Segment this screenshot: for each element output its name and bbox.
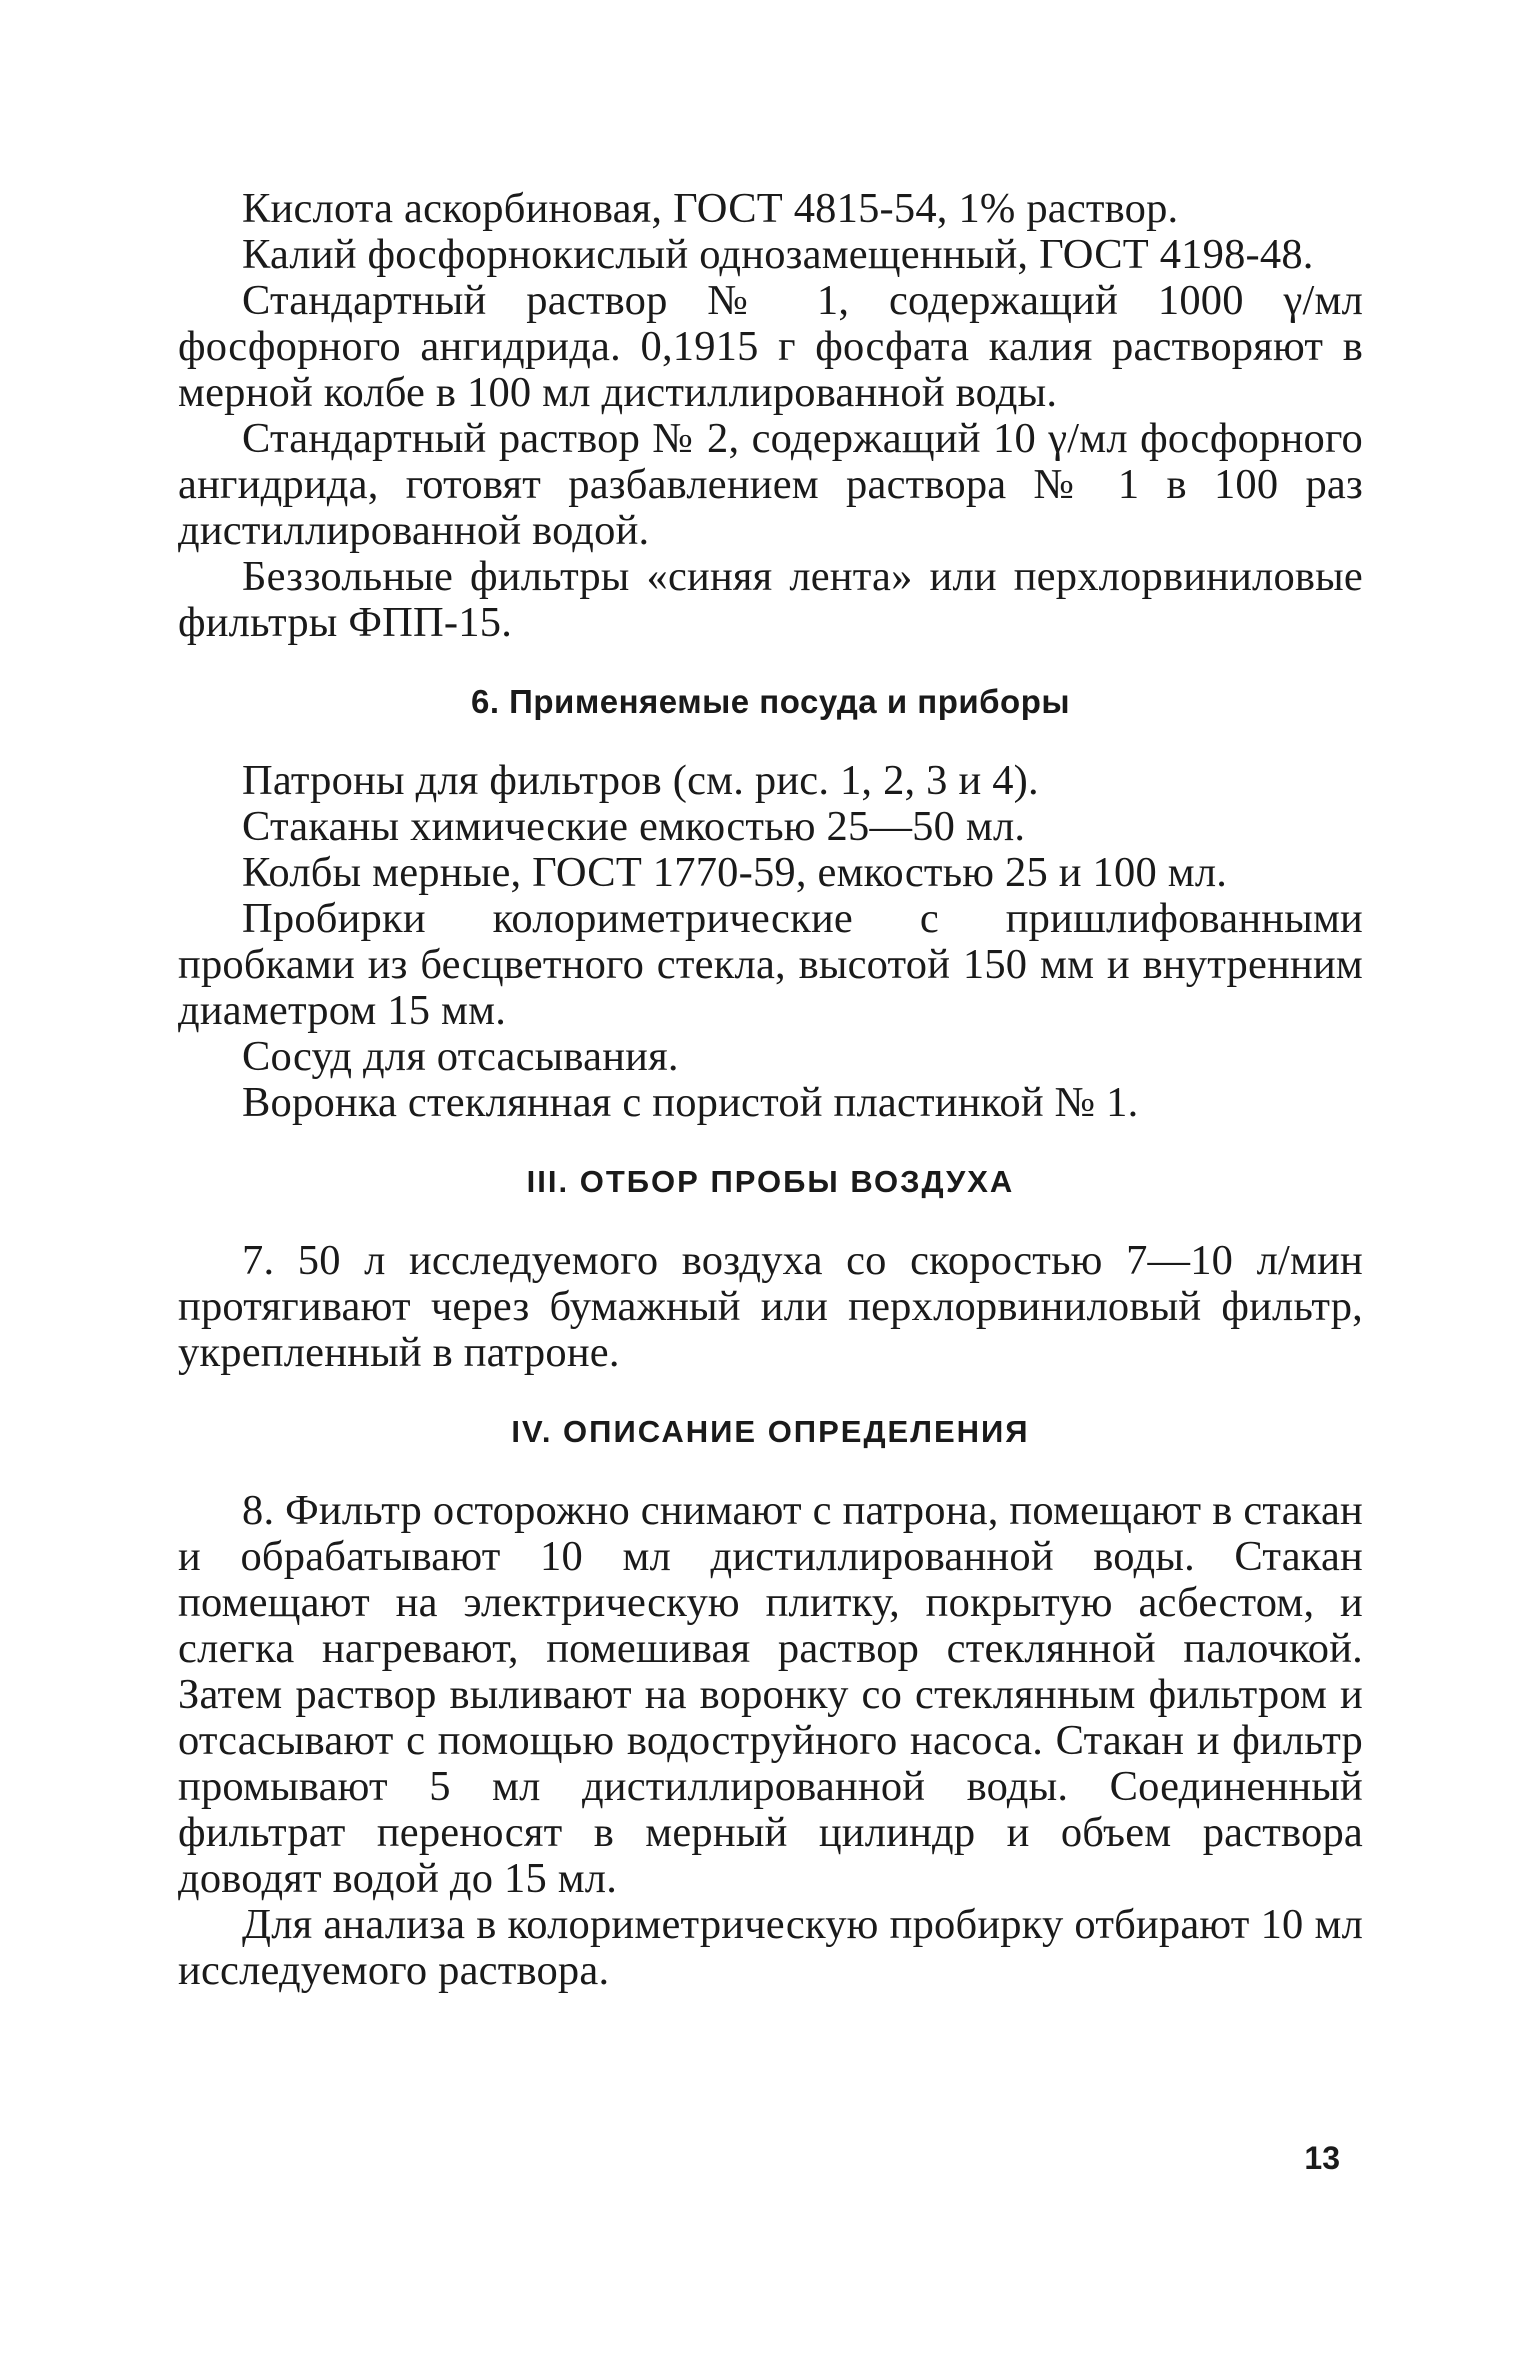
- equipment-item: Колбы мерные, ГОСТ 1770-59, емкостью 25 и 100 мл.: [242, 849, 1228, 896]
- section-6-title: 6. Применяемые посуда и приборы: [470, 683, 1071, 720]
- page-body: [178, 186, 1363, 1994]
- section-3-paragraph: 7. 50 л исследуемого воздуха со скоростью 7—10 л/мин протягивают через бумажный или перхлорвиниловый фильтр, укрепленный в патроне.: [178, 1237, 1363, 1376]
- equipment-item: Патроны для фильтров (см. рис. 1, 2, 3 и 4).: [242, 757, 1039, 804]
- equipment-item: Сосуд для отсасывания.: [242, 1033, 679, 1080]
- section-4-title: IV. ОПИСАНИЕ ОПРЕДЕЛЕНИЯ: [511, 1414, 1030, 1449]
- section-3-title: III. ОТБОР ПРОБЫ ВОЗДУХА: [526, 1164, 1015, 1199]
- equipment-item: Воронка стеклянная с пористой пластинкой № 1.: [242, 1079, 1139, 1126]
- section-4-paragraph: 8. Фильтр осторожно снимают с патрона, помещают в стакан и обрабатывают 10 мл дистиллированной воды. Стакан помещают на электрическую плитку, покрытую асбестом, и слегка нагревают, помешивая раствор стеклянной палочкой. Затем раствор выливают на воронку со стеклянным фильтром и отсасывают с помощью водоструйного насоса. Стакан и фильтр промывают 5 мл дистиллированной воды. Соединенный фильтрат переносят в мерный цилиндр и объем раствора доводят водой до 15 мл.: [178, 1487, 1363, 1902]
- reagent-potassium-phosphate: Калий фосфорнокислый однозамещенный, ГОСТ 4198-48.: [242, 231, 1314, 278]
- reagent-standard-solution-2: Стандартный раствор № 2, содержащий 10 γ/мл фосфорного ангидрида, готовят разбавлением раствора № 1 в 100 раз дистиллированной водой.: [178, 415, 1363, 554]
- equipment-item: Пробирки колориметрические с пришлифованными пробками из бесцветного стекла, высотой 150 мм и внутренним диаметром 15 мм.: [178, 895, 1363, 1034]
- reagent-filters: Беззольные фильтры «синяя лента» или перхлорвиниловые фильтры ФПП-15.: [178, 553, 1363, 646]
- page-number: 13: [1304, 2140, 1340, 2176]
- section-4-paragraph: Для анализа в колориметрическую пробирку отбирают 10 мл исследуемого раствора.: [178, 1901, 1363, 1994]
- reagent-standard-solution-1: Стандартный раствор № 1, содержащий 1000 γ/мл фосфорного ангидрида. 0,1915 г фосфата калия растворяют в мерной колбе в 100 мл дистиллированной воды.: [178, 277, 1363, 416]
- equipment-item: Стаканы химические емкостью 25—50 мл.: [242, 803, 1026, 850]
- reagent-ascorbic-acid: Кислота аскорбиновая, ГОСТ 4815-54, 1% раствор.: [242, 185, 1179, 232]
